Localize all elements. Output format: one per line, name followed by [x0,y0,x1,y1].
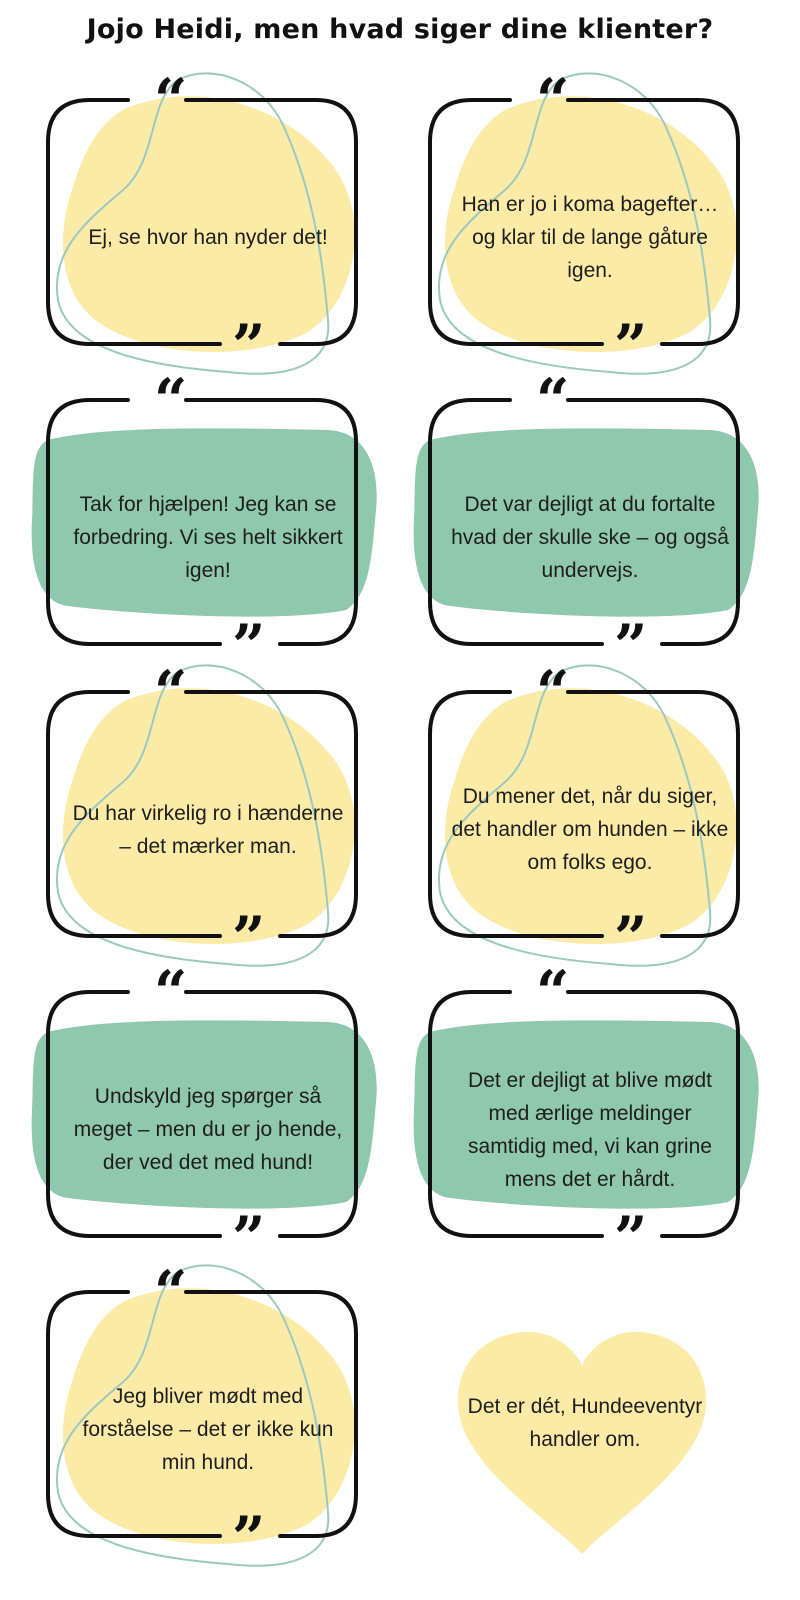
open-quote-icon: “ [536,66,570,134]
open-quote-icon: “ [154,1258,188,1326]
close-quote-icon: ” [232,1504,266,1572]
testimonial-text: Ej, se hvor han nyder det! [88,226,328,249]
testimonial-card [28,66,388,380]
close-quote-icon: ” [614,1204,648,1272]
close-quote-icon: ” [614,612,648,680]
open-quote-icon: “ [536,658,570,726]
close-quote-icon: ” [232,904,266,972]
testimonial-card [28,958,388,1272]
testimonial-card [410,658,770,972]
testimonial-text: Jeg bliver mødt med forståelse – det er ikke kun min hund. [82,1385,334,1474]
open-quote-icon: “ [154,366,188,434]
page-title: Jojo Heidi, men hvad siger dine klienter? [86,14,714,45]
testimonial-card [410,66,770,380]
testimonial-card [410,958,770,1272]
open-quote-icon: “ [536,958,570,1026]
testimonial-text: Det var dejligt at du fortalte hvad der skulle ske – og også undervejs. [451,493,729,582]
testimonial-text: Han er jo i koma bagefter… og klar til de lange gåture igen. [461,193,719,282]
testimonial-text: Du mener det, når du siger, det handler om hunden – ikke om folks ego. [451,785,729,874]
open-quote-icon: “ [154,958,188,1026]
close-quote-icon: ” [614,312,648,380]
testimonial-text: Tak for hjælpen! Jeg kan se forbedring. Vi ses helt sikkert igen! [73,493,343,582]
open-quote-icon: “ [536,366,570,434]
testimonial-card [28,1258,388,1572]
open-quote-icon: “ [154,658,188,726]
testimonial-text: Du har virkelig ro i hænderne – det mærker man. [72,801,344,858]
close-quote-icon: ” [232,1204,266,1272]
heart-caption: Det er dét, Hundeeventyr handler om. [467,1395,703,1451]
close-quote-icon: ” [232,612,266,680]
testimonial-text: Undskyld jeg spørger så meget – men du er jo hende, der ved det med hund! [73,1085,343,1174]
close-quote-icon: ” [614,904,648,972]
testimonial-card [28,366,388,680]
close-quote-icon: ” [232,312,266,380]
testimonial-card [410,366,770,680]
open-quote-icon: “ [154,66,188,134]
testimonial-card [28,658,388,972]
testimonial-text: Det er dejligt at blive mødt med ærlige meldinger samtidig med, vi kan grine mens det er hårdt. [468,1068,712,1191]
